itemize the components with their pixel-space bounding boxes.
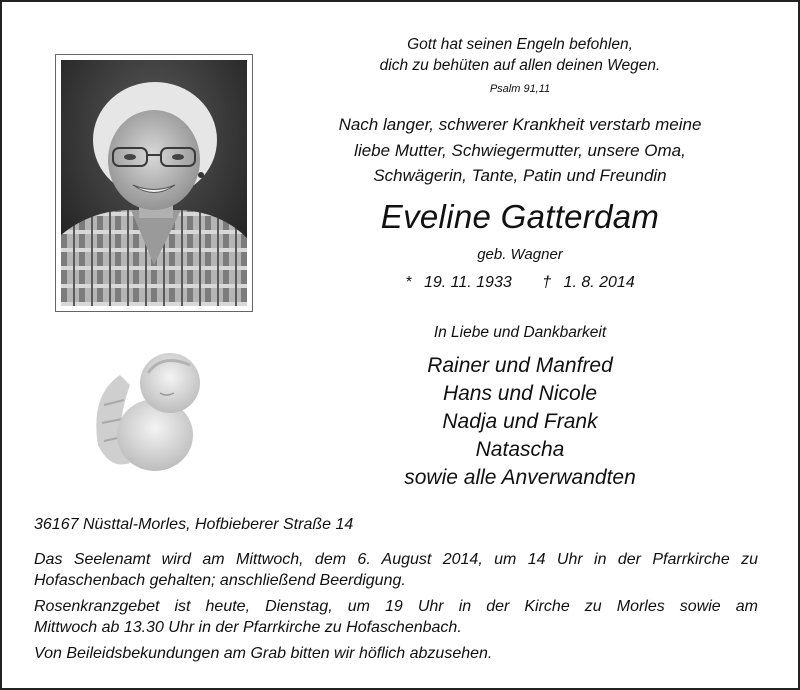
notice-line: Das Seelenamt wird am Mittwoch, dem 6. August 2014, um 14 Uhr in der Pfarrkirche zu (34, 551, 758, 568)
mourners-heading: In Liebe und Dankbarkeit (433, 324, 607, 341)
bible-verse (300, 34, 740, 76)
verse-source: Psalm 91,11 (489, 83, 551, 95)
mourner-name: Natascha (475, 438, 565, 461)
death-symbol: † (542, 274, 552, 291)
verse-line: Gott hat seinen Engeln befohlen, (407, 36, 633, 53)
angel-figurine (90, 345, 210, 475)
birth-symbol: * (405, 274, 412, 291)
mourner-name: Rainer und Manfred (427, 354, 613, 377)
notice-line: Mittwoch ab 13.30 Uhr in der Pfarrkirche zu Hofaschenbach. (34, 619, 462, 636)
verse-line: dich zu behüten auf allen deinen Wegen. (379, 57, 661, 74)
life-dates (300, 274, 740, 292)
notice-line: Hofaschenbach gehalten; anschließend Beerdigung. (34, 572, 406, 589)
mourner-name: Nadja und Frank (442, 410, 598, 433)
death-date: 1. 8. 2014 (563, 274, 635, 291)
rosary-notice (34, 596, 758, 638)
deceased-name: Eveline Gatterdam (380, 198, 660, 235)
condolence-notice: Von Beileidsbekundungen am Grab bitten wir höflich abzusehen. (34, 645, 493, 662)
death-announcement (300, 112, 740, 189)
mourner-name: sowie alle Anverwandten (404, 466, 636, 489)
mourner-name: Hans und Nicole (442, 382, 598, 405)
announcement-line: liebe Mutter, Schwiegermutter, unsere Oma, (354, 140, 686, 160)
announcement-line: Schwägerin, Tante, Patin und Freundin (373, 166, 667, 185)
notice-line: Rosenkranzgebet ist heute, Dienstag, um 19 Uhr in der Kirche zu Morles sowie am (34, 598, 758, 615)
maiden-name: geb. Wagner (477, 246, 563, 263)
announcement-line: Nach langer, schwerer Krankheit verstarb meine (338, 115, 702, 134)
birth-date: 19. 11. 1933 (423, 274, 512, 291)
family-address: 36167 Nüsttal-Morles, Hofbieberer Straße 14 (34, 516, 354, 533)
mourners-list (300, 352, 740, 492)
portrait-photo (61, 60, 247, 306)
requiem-notice (34, 549, 758, 591)
portrait-frame (55, 54, 253, 312)
